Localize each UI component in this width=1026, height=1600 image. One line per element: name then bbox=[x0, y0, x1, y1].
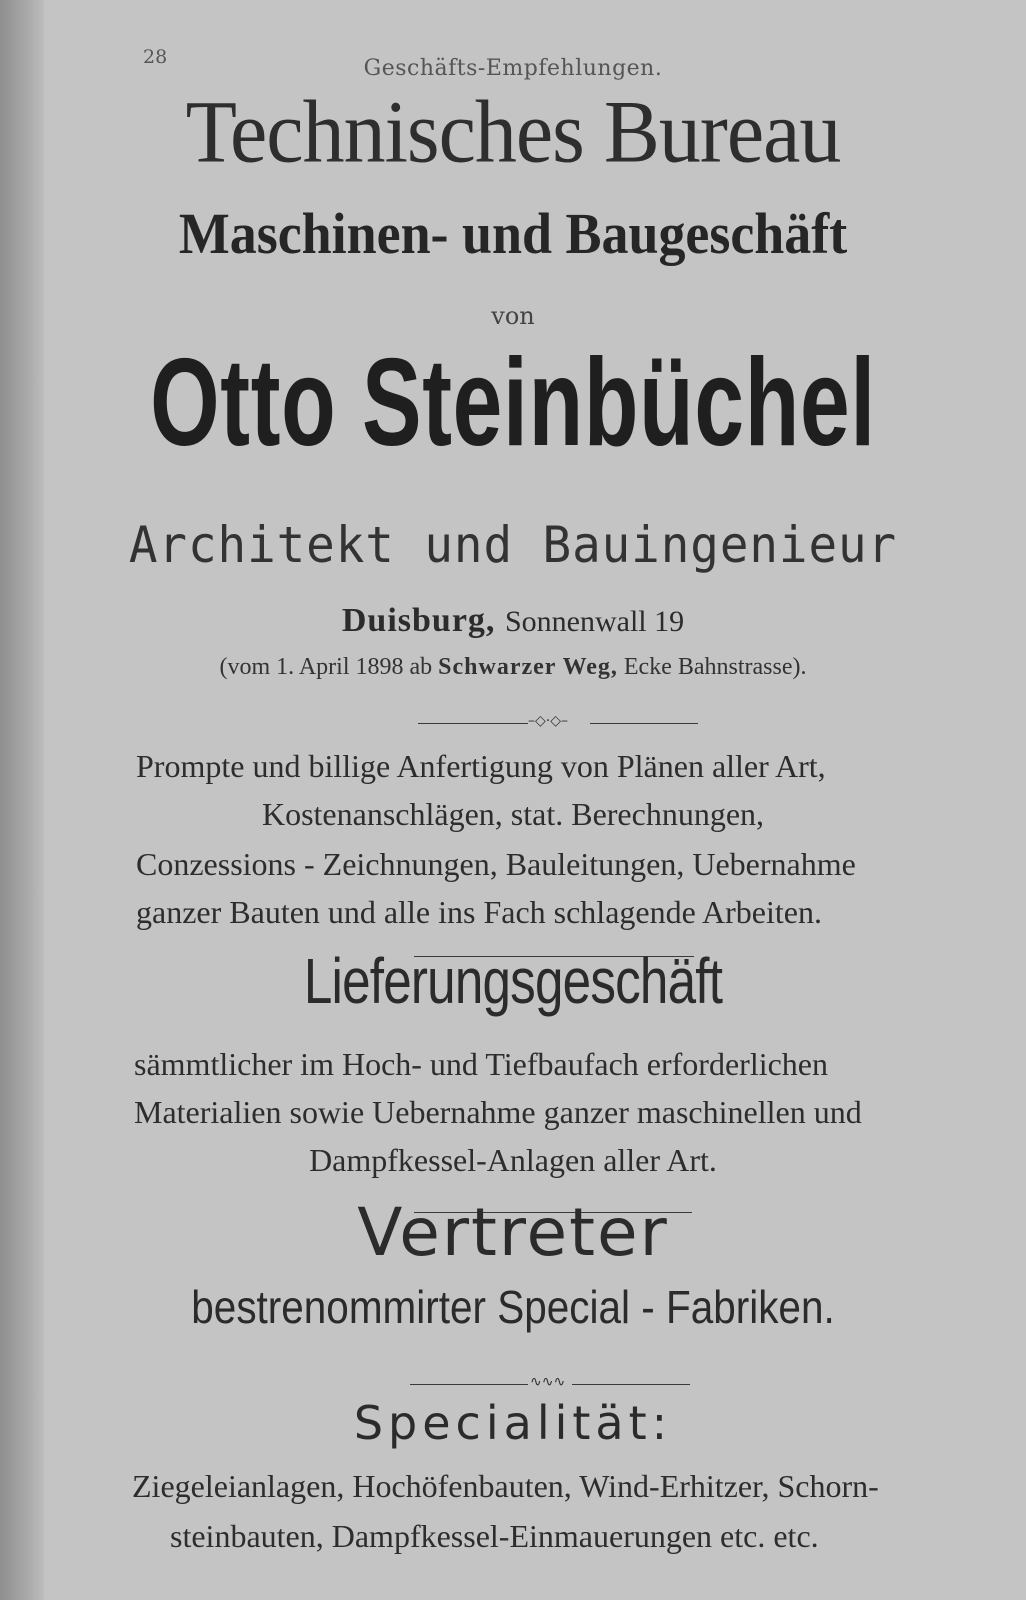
address-note-prefix: (vom 1. April 1898 ab bbox=[219, 654, 433, 680]
running-head: Geschäfts-Empfehlungen. bbox=[363, 56, 663, 81]
address-note-street: Schwarzer Weg, bbox=[438, 654, 618, 680]
ornament-glyph: –◇·◇– bbox=[528, 713, 568, 729]
ornament-divider-left bbox=[418, 723, 528, 724]
ornament-divider-right bbox=[590, 723, 698, 724]
address-city: Duisburg, bbox=[341, 602, 496, 639]
speciality-heading: Specialität: bbox=[353, 1396, 673, 1450]
supply-line-3: Dampfkessel-Anlagen aller Art. bbox=[309, 1142, 717, 1178]
speciality-line-2: steinbauten, Dampfkessel-Einmauerungen etc. etc. bbox=[170, 1518, 819, 1554]
services-line-2: Kostenanschlägen, stat. Berechnungen, bbox=[261, 796, 765, 832]
address-line bbox=[0, 602, 1026, 640]
von-label: von bbox=[491, 302, 535, 330]
address-street: Sonnenwall 19 bbox=[504, 605, 685, 638]
address-note-suffix: Ecke Bahnstrasse). bbox=[623, 654, 807, 680]
speciality-line-1: Ziegeleianlagen, Hochöfenbauten, Wind-Erhitzer, Schorn- bbox=[132, 1468, 879, 1504]
services-line-4: ganzer Bauten und alle ins Fach schlagende Arbeiten. bbox=[136, 894, 822, 930]
main-title: Technisches Bureau bbox=[185, 83, 841, 182]
supply-line-2: Materialien sowie Uebernahme ganzer maschinellen und bbox=[134, 1094, 862, 1130]
address-note bbox=[0, 654, 1026, 681]
supply-heading: Lieferungsgeschäft bbox=[303, 945, 723, 1017]
business-subtitle: Maschinen- und Baugeschäft bbox=[178, 201, 848, 266]
supply-line-1: sämmtlicher im Hoch- und Tiefbaufach erforderlichen bbox=[134, 1046, 828, 1082]
agent-subheading: bestrenommirter Special - Fabriken. bbox=[191, 1281, 835, 1333]
page-number: 28 bbox=[143, 46, 168, 68]
services-line-3: Conzessions - Zeichnungen, Bauleitungen, Uebernahme bbox=[136, 846, 856, 882]
wave-divider-right bbox=[572, 1384, 690, 1385]
profession-line: Architekt und Bauingenieur bbox=[128, 516, 898, 574]
proprietor-name: Otto Steinbüchel bbox=[150, 334, 876, 472]
wave-divider-left bbox=[410, 1384, 528, 1385]
agent-heading: Vertreter bbox=[357, 1194, 669, 1271]
wave-glyph: ∿∿∿ bbox=[530, 1374, 566, 1390]
services-line-1: Prompte und billige Anfertigung von Plänen aller Art, bbox=[136, 748, 826, 784]
